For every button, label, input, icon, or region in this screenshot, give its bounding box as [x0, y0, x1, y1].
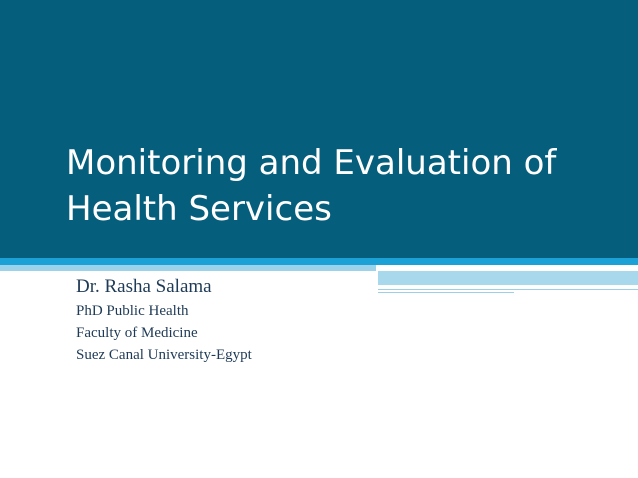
- presenter-name: Dr. Rasha Salama: [76, 276, 212, 297]
- presenter-info: [76, 274, 252, 366]
- accent-bar-light: [0, 265, 376, 271]
- accent-bar: [0, 258, 638, 265]
- presenter-faculty: Faculty of Medicine: [76, 325, 198, 341]
- presenter-degree: PhD Public Health: [76, 303, 189, 319]
- accent-bar-right: [378, 271, 638, 285]
- slide-title: Monitoring and Evaluation of Health Services: [66, 143, 557, 229]
- decorative-rule: [378, 292, 514, 293]
- decorative-rule: [378, 289, 638, 290]
- presenter-university: Suez Canal University-Egypt: [76, 347, 252, 363]
